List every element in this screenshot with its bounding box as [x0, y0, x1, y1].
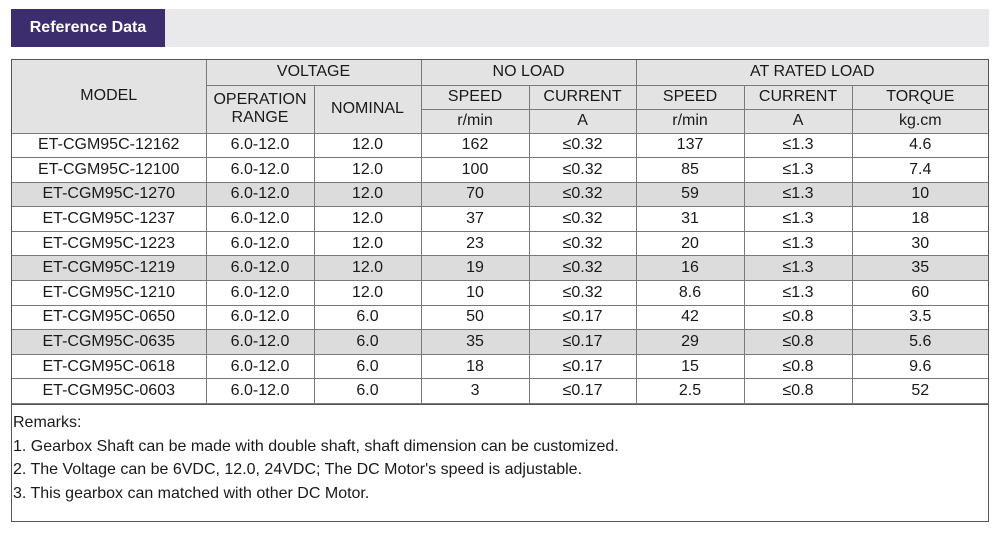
operation-range-cell: 6.0-12.0	[206, 305, 314, 330]
rl-speed-cell: 137	[636, 133, 744, 158]
nl-current-cell: ≤0.17	[529, 354, 636, 379]
header-rl-torque: TORQUE	[852, 85, 988, 109]
rl-speed-cell: 42	[636, 305, 744, 330]
model-cell: ET-CGM95C-0603	[12, 379, 206, 404]
spec-table	[12, 60, 988, 404]
nominal-voltage-cell: 12.0	[314, 182, 421, 207]
spec-table-container	[11, 59, 989, 522]
header-operation-range	[206, 85, 314, 133]
header-no-load-group: NO LOAD	[421, 60, 636, 85]
rl-torque-cell: 9.6	[852, 354, 988, 379]
header-rl-speed: SPEED	[636, 85, 744, 109]
rl-speed-cell: 20	[636, 231, 744, 256]
rl-torque-cell: 60	[852, 281, 988, 306]
rl-torque-cell: 7.4	[852, 158, 988, 183]
nl-speed-cell: 19	[421, 256, 529, 281]
table-row	[12, 281, 988, 306]
rl-torque-cell: 10	[852, 182, 988, 207]
operation-range-cell: 6.0-12.0	[206, 281, 314, 306]
model-cell: ET-CGM95C-0635	[12, 330, 206, 355]
unit-nl-current: A	[529, 109, 636, 133]
nl-speed-cell: 100	[421, 158, 529, 183]
table-row	[12, 182, 988, 207]
unit-rl-speed: r/min	[636, 109, 744, 133]
header-rated-load-group: AT RATED LOAD	[636, 60, 988, 85]
nl-speed-cell: 23	[421, 231, 529, 256]
nl-current-cell: ≤0.32	[529, 182, 636, 207]
nl-speed-cell: 162	[421, 133, 529, 158]
unit-rl-current: A	[744, 109, 852, 133]
nl-current-cell: ≤0.32	[529, 231, 636, 256]
unit-nl-speed: r/min	[421, 109, 529, 133]
operation-range-cell: 6.0-12.0	[206, 158, 314, 183]
nominal-voltage-cell: 12.0	[314, 133, 421, 158]
rl-torque-cell: 35	[852, 256, 988, 281]
rl-speed-cell: 29	[636, 330, 744, 355]
rl-speed-cell: 31	[636, 207, 744, 232]
nl-speed-cell: 3	[421, 379, 529, 404]
rl-torque-cell: 30	[852, 231, 988, 256]
nominal-voltage-cell: 12.0	[314, 207, 421, 232]
nl-speed-cell: 18	[421, 354, 529, 379]
header-nominal: NOMINAL	[314, 85, 421, 133]
operation-range-cell: 6.0-12.0	[206, 133, 314, 158]
nl-speed-cell: 35	[421, 330, 529, 355]
nominal-voltage-cell: 6.0	[314, 354, 421, 379]
rl-current-cell: ≤1.3	[744, 231, 852, 256]
table-row	[12, 379, 988, 404]
remarks-section	[12, 404, 988, 505]
operation-range-cell: 6.0-12.0	[206, 231, 314, 256]
model-cell: ET-CGM95C-1219	[12, 256, 206, 281]
table-row	[12, 354, 988, 379]
rl-current-cell: ≤0.8	[744, 305, 852, 330]
rl-torque-cell: 3.5	[852, 305, 988, 330]
rl-speed-cell: 85	[636, 158, 744, 183]
reference-data-tab: Reference Data	[11, 9, 165, 47]
table-row	[12, 231, 988, 256]
nominal-voltage-cell: 6.0	[314, 379, 421, 404]
operation-range-cell: 6.0-12.0	[206, 207, 314, 232]
model-cell: ET-CGM95C-12100	[12, 158, 206, 183]
nl-current-cell: ≤0.17	[529, 305, 636, 330]
header-operation-range-line1: OPERATION	[213, 91, 307, 108]
nl-current-cell: ≤0.32	[529, 256, 636, 281]
nominal-voltage-cell: 6.0	[314, 305, 421, 330]
rl-current-cell: ≤1.3	[744, 207, 852, 232]
table-row	[12, 207, 988, 232]
header-nl-speed: SPEED	[421, 85, 529, 109]
table-row	[12, 133, 988, 158]
rl-speed-cell: 16	[636, 256, 744, 281]
table-row	[12, 330, 988, 355]
model-cell: ET-CGM95C-0618	[12, 354, 206, 379]
rl-current-cell: ≤1.3	[744, 133, 852, 158]
nominal-voltage-cell: 12.0	[314, 231, 421, 256]
header-nl-current: CURRENT	[529, 85, 636, 109]
remark-item: 1. Gearbox Shaft can be made with double shaft, shaft dimension can be customized.	[13, 437, 619, 455]
rl-torque-cell: 4.6	[852, 133, 988, 158]
header-operation-range-line2: RANGE	[231, 109, 289, 126]
nl-current-cell: ≤0.17	[529, 379, 636, 404]
unit-rl-torque: kg.cm	[852, 109, 988, 133]
remarks-title: Remarks:	[13, 414, 82, 432]
nominal-voltage-cell: 12.0	[314, 256, 421, 281]
spec-table-body	[12, 133, 988, 404]
nl-speed-cell: 70	[421, 182, 529, 207]
model-cell: ET-CGM95C-0650	[12, 305, 206, 330]
nl-current-cell: ≤0.32	[529, 158, 636, 183]
header-voltage-group: VOLTAGE	[206, 60, 421, 85]
header-model: MODEL	[12, 60, 206, 133]
nl-speed-cell: 37	[421, 207, 529, 232]
nl-current-cell: ≤0.32	[529, 207, 636, 232]
nl-speed-cell: 50	[421, 305, 529, 330]
nominal-voltage-cell: 12.0	[314, 281, 421, 306]
remark-item: 3. This gearbox can matched with other DC Motor.	[13, 484, 370, 502]
operation-range-cell: 6.0-12.0	[206, 182, 314, 207]
rl-current-cell: ≤0.8	[744, 354, 852, 379]
rl-torque-cell: 5.6	[852, 330, 988, 355]
rl-current-cell: ≤1.3	[744, 281, 852, 306]
rl-speed-cell: 2.5	[636, 379, 744, 404]
header-rl-current: CURRENT	[744, 85, 852, 109]
rl-speed-cell: 8.6	[636, 281, 744, 306]
table-row	[12, 305, 988, 330]
nl-current-cell: ≤0.32	[529, 133, 636, 158]
nominal-voltage-cell: 12.0	[314, 158, 421, 183]
rl-current-cell: ≤0.8	[744, 379, 852, 404]
nominal-voltage-cell: 6.0	[314, 330, 421, 355]
rl-current-cell: ≤1.3	[744, 182, 852, 207]
model-cell: ET-CGM95C-1210	[12, 281, 206, 306]
model-cell: ET-CGM95C-12162	[12, 133, 206, 158]
nl-current-cell: ≤0.32	[529, 281, 636, 306]
model-cell: ET-CGM95C-1237	[12, 207, 206, 232]
operation-range-cell: 6.0-12.0	[206, 330, 314, 355]
rl-speed-cell: 59	[636, 182, 744, 207]
operation-range-cell: 6.0-12.0	[206, 379, 314, 404]
nl-speed-cell: 10	[421, 281, 529, 306]
operation-range-cell: 6.0-12.0	[206, 256, 314, 281]
remark-item: 2. The Voltage can be 6VDC, 12.0, 24VDC; The DC Motor's speed is adjustable.	[13, 461, 583, 479]
nl-current-cell: ≤0.17	[529, 330, 636, 355]
rl-speed-cell: 15	[636, 354, 744, 379]
operation-range-cell: 6.0-12.0	[206, 354, 314, 379]
rl-current-cell: ≤0.8	[744, 330, 852, 355]
model-cell: ET-CGM95C-1223	[12, 231, 206, 256]
rl-current-cell: ≤1.3	[744, 256, 852, 281]
rl-torque-cell: 52	[852, 379, 988, 404]
rl-torque-cell: 18	[852, 207, 988, 232]
model-cell: ET-CGM95C-1270	[12, 182, 206, 207]
rl-current-cell: ≤1.3	[744, 158, 852, 183]
table-row	[12, 256, 988, 281]
table-row	[12, 158, 988, 183]
